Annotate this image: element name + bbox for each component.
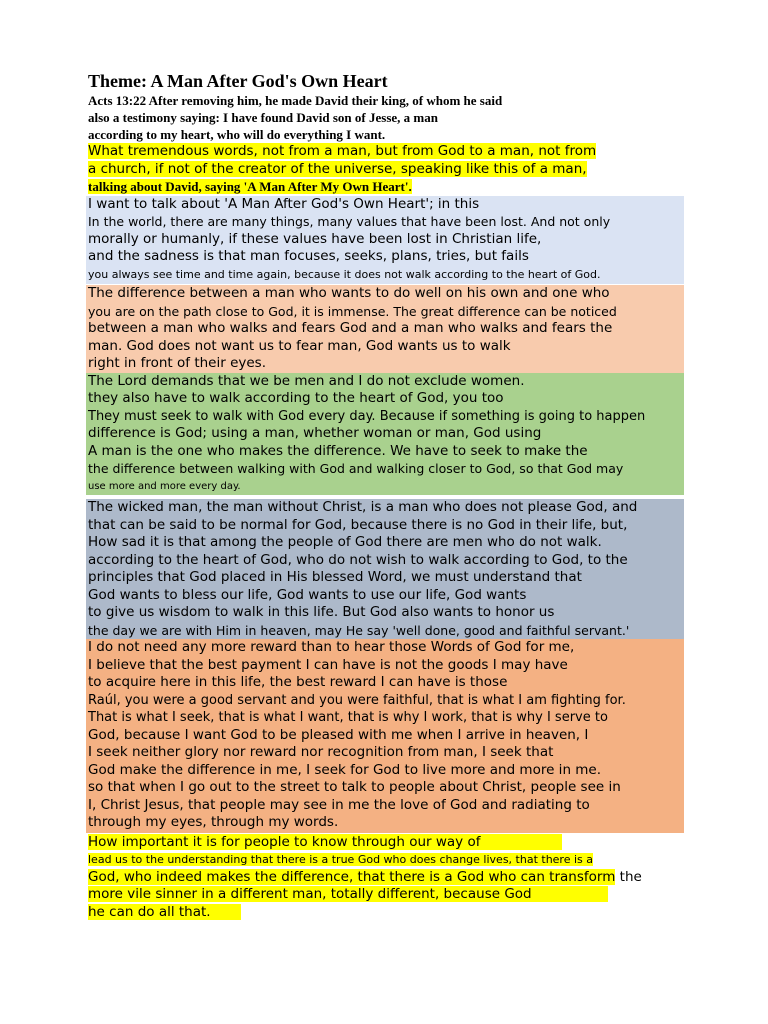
text-line: talking about David, saying 'A Man After My Own Heart'.	[88, 179, 412, 194]
text-line: more vile sinner in a different man, totally different, because God	[88, 886, 608, 902]
text-line: I do not need any more reward than to hear those Words of God for me,	[88, 639, 575, 655]
paragraph-intro	[88, 143, 708, 196]
text-line: I want to talk about 'A Man After God's Own Heart'; in this	[88, 195, 480, 212]
text-line: use more and more every day.	[88, 480, 241, 492]
text-line: The difference between a man who wants to do well on his own and one who	[88, 285, 610, 301]
text-line: so that when I go out to the street to talk to people about Christ, people see in	[88, 779, 621, 795]
text-line: they also have to walk according to the heart of God, you too	[88, 390, 504, 406]
scripture-line: also a testimony saying: I have found David son of Jesse, a man	[88, 110, 438, 125]
text-line: principles that God placed in His blessed Word, we must understand that	[88, 569, 582, 585]
text-line: the day we are with Him in heaven, may He say 'well done, good and faithful servant.'	[88, 622, 630, 638]
text-line: What tremendous words, not from a man, but from God to a man, not from	[88, 143, 597, 159]
text-line: through my eyes, through my words.	[88, 814, 339, 830]
text-line: God, because I want God to be pleased with me when I arrive in heaven, I	[88, 726, 589, 743]
paragraph-lord-demands	[88, 373, 708, 496]
scripture-quote	[88, 92, 708, 143]
text-line: In the world, there are many things, many values that have been lost. And not only	[88, 214, 611, 229]
text-line: right in front of their eyes.	[88, 355, 266, 371]
text-line: The Lord demands that we be men and I do not exclude women.	[88, 372, 525, 389]
text-line: he can do all that.	[88, 904, 241, 920]
text-line-tail: the	[619, 868, 642, 885]
text-line: you are on the path close to God, it is immense. The great difference can be noticed	[88, 303, 617, 319]
paragraph-values-lost	[88, 196, 708, 284]
document-page	[88, 70, 708, 921]
text-line: I believe that the best payment I can have is not the goods I may have	[88, 656, 568, 673]
text-line: between a man who walks and fears God and a man who walks and fears the	[88, 320, 613, 336]
paragraph-reward	[88, 639, 708, 832]
text-line: lead us to the understanding that there is a true God who does change lives, that there is a	[88, 853, 594, 866]
scripture-line: Acts 13:22 After removing him, he made David their king, of whom he said	[88, 93, 503, 108]
text-line: you always see time and time again, because it does not walk according to the heart of God.	[88, 267, 601, 281]
text-line: The wicked man, the man without Christ, is a man who does not please God, and	[88, 499, 638, 515]
text-line: A man is the one who makes the difference. We have to seek to make the	[88, 442, 588, 459]
scripture-line: according to my heart, who will do everything I want.	[88, 127, 386, 142]
text-line: They must seek to walk with God every day. Because if something is going to happen	[88, 408, 646, 424]
text-line: to acquire here in this life, the best reward I can have is those	[88, 674, 508, 690]
paragraph-wicked-man	[88, 499, 708, 639]
text-line: I, Christ Jesus, that people may see in me the love of God and radiating to	[88, 796, 590, 813]
text-line: according to the heart of God, who do not wish to walk according to God, to the	[88, 551, 628, 568]
text-line: How sad it is that among the people of God there are men who do not walk.	[88, 534, 602, 550]
paragraph-difference	[88, 285, 708, 373]
text-line: God, who indeed makes the difference, that there is a God who can transform	[88, 868, 616, 885]
text-line: and the sadness is that man focuses, seeks, plans, tries, but fails	[88, 248, 529, 264]
text-line: That is what I seek, that is what I want, that is why I work, that is why I serve to	[88, 710, 608, 725]
text-line: morally or humanly, if these values have been lost in Christian life,	[88, 230, 542, 247]
text-line: Raúl, you were a good servant and you were faithful, that is what I am fighting for.	[88, 692, 626, 708]
text-line: that can be said to be normal for God, because there is no God in their life, but,	[88, 516, 628, 533]
text-line: God make the difference in me, I seek for God to live more and more in me.	[88, 761, 602, 778]
document-title: Theme: A Man After God's Own Heart	[88, 71, 388, 91]
text-line: a church, if not of the creator of the universe, speaking like this of a man,	[88, 160, 587, 177]
text-line: the difference between walking with God and walking closer to God, so that God may	[88, 461, 624, 476]
text-line: man. God does not want us to fear man, God wants us to walk	[88, 337, 511, 354]
paragraph-important	[88, 834, 708, 922]
text-line: to give us wisdom to walk in this life. But God also wants to honor us	[88, 604, 555, 620]
text-line: How important it is for people to know through our way of	[88, 834, 562, 850]
text-line: difference is God; using a man, whether woman or man, God using	[88, 425, 542, 441]
text-line: I seek neither glory nor reward nor recognition from man, I seek that	[88, 744, 554, 760]
text-line: God wants to bless our life, God wants to use our life, God wants	[88, 586, 527, 603]
